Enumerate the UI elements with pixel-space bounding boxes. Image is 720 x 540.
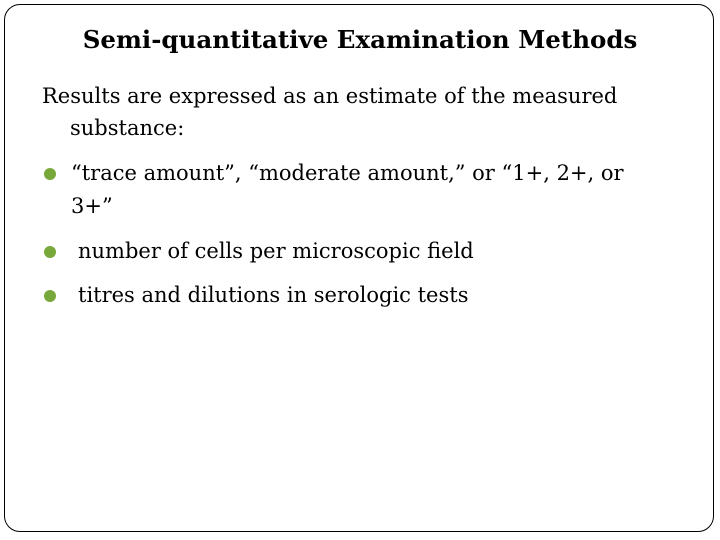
bullet-icon	[44, 168, 56, 180]
bullet-item-3	[44, 279, 684, 312]
bullet-2-text: number of cells per microscopic field	[78, 239, 474, 263]
bullet-icon	[44, 290, 56, 302]
bullet-1-line-1: “trace amount”, “moderate amount,” or “1+, 2+, or	[71, 161, 624, 185]
bullet-item-1	[44, 157, 684, 223]
intro-line-1: Results are expressed as an estimate of the measured	[42, 84, 618, 108]
bullet-item-2	[44, 235, 684, 268]
intro-paragraph	[42, 80, 662, 144]
bullet-3-text: titres and dilutions in serologic tests	[78, 283, 469, 307]
bullet-1-line-2: 3+”	[71, 194, 113, 218]
bullet-icon	[44, 246, 56, 258]
slide-title: Semi-quantitative Examination Methods	[82, 25, 638, 54]
intro-line-2: substance:	[70, 116, 185, 140]
